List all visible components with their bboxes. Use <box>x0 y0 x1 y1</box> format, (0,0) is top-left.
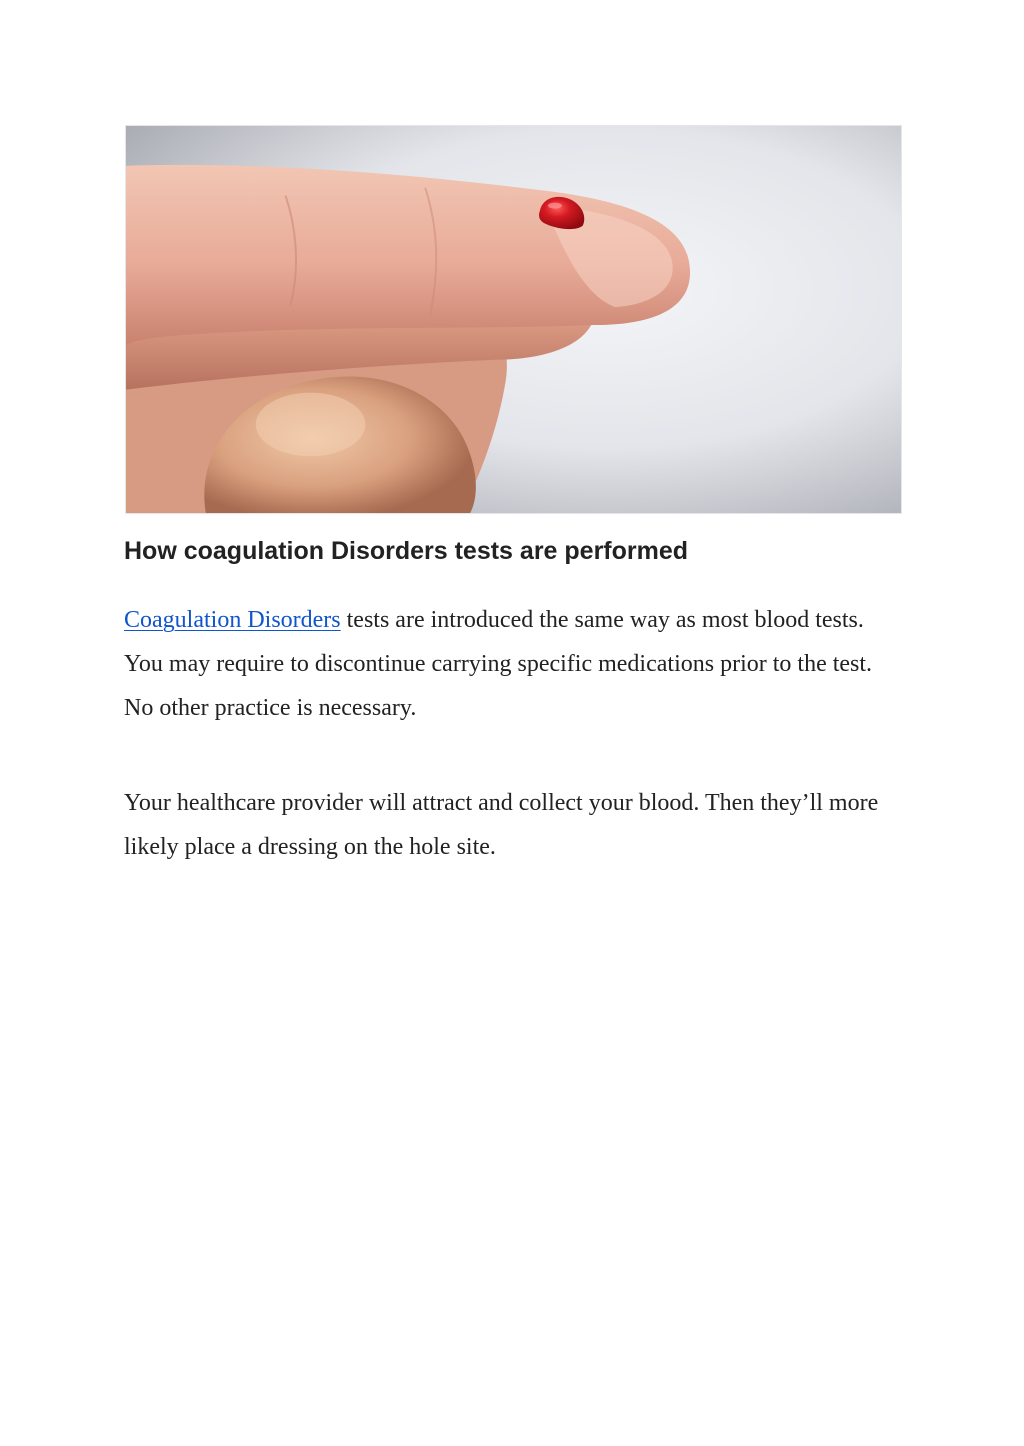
paragraph-intro-text: tests are introduced the same way as most blood tests. You may require to discontinue carrying specific medications prior to the test. No other practice is necessary. <box>124 607 873 721</box>
section-heading: How coagulation Disorders tests are performed <box>124 537 689 565</box>
paragraph-intro <box>124 598 904 730</box>
finger-blood-drop-photo <box>125 125 902 514</box>
paragraph-procedure: Your healthcare provider will attract and collect your blood. Then they’ll more likely place a dressing on the hole site. <box>124 790 879 860</box>
finger-blood-drop-illustration <box>126 126 901 513</box>
coagulation-disorders-link[interactable]: Coagulation Disorders <box>124 607 341 633</box>
